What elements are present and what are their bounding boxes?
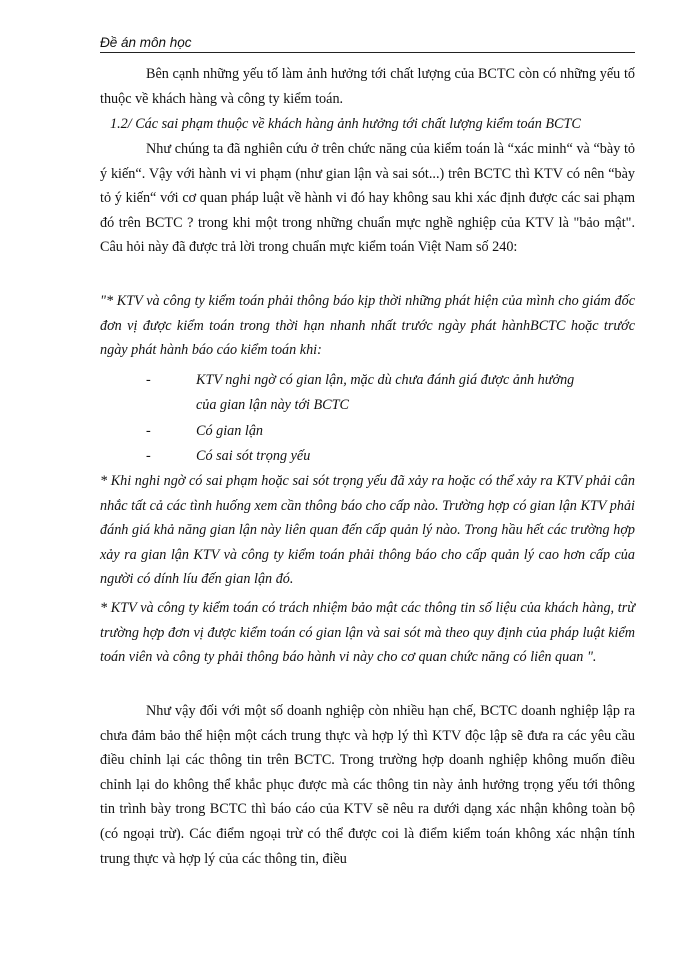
bullet-text: Có sai sót trọng yếu	[196, 448, 311, 464]
quote-paragraph-2: * Khi nghi ngờ có sai phạm hoặc sai sót trọng yếu đã xảy ra hoặc có thể xảy ra KTV phải cân nhắc tất cả các tình huống xem cần thông báo cho cấp nào. Trường hợp có gian lận KTV phải đánh giá khả năng gian lận này liên quan đến cấp quản lý nào. Trong hầu hết các trường hợp xảy ra gian lận KTV và công ty kiểm toán phải thông báo cho cấp quản lý cao hơn cấp của người có dính líu đến gian lận đó.	[100, 473, 635, 588]
bullet-item	[100, 419, 635, 444]
bullet-text: KTV nghi ngờ có gian lận, mặc dù chưa đánh giá được ảnh hưởng của gian lận này tới BCTC	[196, 372, 575, 413]
bullet-text: Có gian lận	[196, 423, 264, 439]
bullet-dash: -	[146, 448, 151, 464]
paragraph-body-1: Như chúng ta đã nghiên cứu ở trên chức năng của kiểm toán là “xác minh“ và “bày tỏ ý kiến“. Vậy với hành vi vi phạm (như gian lận và sai sót...) trên BCTC thì KTV có nên “bày tỏ ý kiến“ với cơ quan pháp luật về hành vi đó hay không sau khi xác định được các sai phạm đó trên BCTC ? trong khi một trong những chuẩn mực nghề nghiệp của KTV là "bảo mật". Câu hỏi này đã được trả lời trong chuẩn mực kiểm toán Việt Nam số 240:	[100, 141, 635, 256]
quote-paragraph-1: "* KTV và công ty kiểm toán phải thông báo kịp thời những phát hiện của mình cho giám đốc đơn vị được kiểm toán trong thời hạn nhanh nhất trước ngày phát hànhBCTC hoặc trước ngày phát hành báo cáo kiểm toán khi:	[100, 293, 635, 359]
bullet-dash: -	[146, 423, 151, 439]
bullet-item	[100, 444, 635, 469]
bullet-dash: -	[146, 372, 151, 388]
paragraph-body-2: Như vậy đối với một số doanh nghiệp còn nhiều hạn chế, BCTC doanh nghiệp lập ra chưa đảm bảo thể hiện một cách trung thực và hợp lý thì KTV độc lập sẽ đưa ra các yêu cầu điều chỉnh lại các thông tin trên BCTC. Trong trường hợp doanh nghiệp không muốn điều chỉnh lại do không thể khắc phục được mà các thông tin này ảnh hưởng trọng yếu tới thông tin trình bày trong BCTC thì báo cáo của KTV sẽ nêu ra dưới dạng xác nhận không toàn bộ (có ngoại trừ). Các điểm ngoại trừ có thể được coi là điểm kiểm toán không xác nhận tính trung thực và hợp lý của các thông tin, điều	[100, 703, 635, 867]
quote-paragraph-3: * KTV và công ty kiểm toán có trách nhiệm bảo mật các thông tin số liệu của khách hàng, trừ trường hợp đơn vị được kiểm toán có gian lận và sai sót mà theo quy định của pháp luật kiểm toán viên và công ty phải thông báo hành vi này cho cơ quan chức năng có liên quan ".	[100, 600, 635, 666]
bullet-item	[100, 368, 635, 413]
page-header: Đề án môn học	[100, 35, 635, 53]
paragraph-intro: Bên cạnh những yếu tố làm ảnh hưởng tới chất lượng của BCTC còn có những yếu tố thuộc về khách hàng và công ty kiểm toán.	[100, 66, 635, 107]
section-heading: 1.2/ Các sai phạm thuộc về khách hàng ảnh hưởng tới chất lượng kiểm toán BCTC	[110, 116, 581, 132]
